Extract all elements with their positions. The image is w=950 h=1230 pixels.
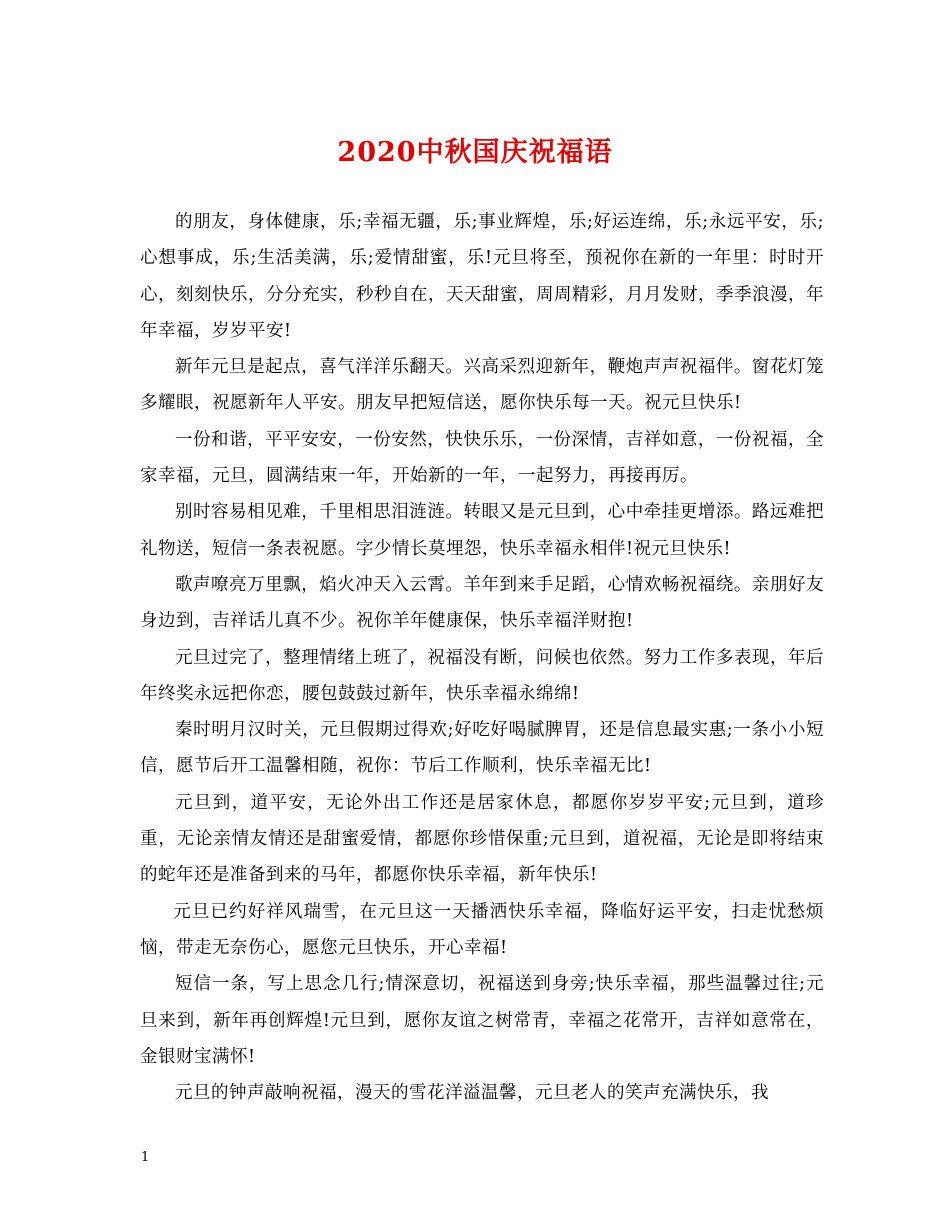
paragraph: 元旦过完了，整理情绪上班了，祝福没有断，问候也依然。努力工作多表现，年后年终奖永远把你恋，腰包鼓鼓过新年，快乐幸福永绵绵!	[140, 647, 824, 704]
page-number: 1	[141, 1150, 150, 1165]
paragraph: 元旦的钟声敲响祝福，漫天的雪花洋溢温馨，元旦老人的笑声充满快乐，我	[175, 1083, 769, 1104]
paragraph: 歌声嘹亮万里飘，焰火冲天入云霄。羊年到来手足蹈，心情欢畅祝福绕。亲朋好友身边到，吉祥话儿真不少。祝你羊年健康保，快乐幸福洋财抱!	[140, 574, 824, 632]
document-title: 2020中秋国庆祝福语	[337, 137, 613, 168]
paragraph: 新年元旦是起点，喜气洋洋乐翻天。兴高采烈迎新年，鞭炮声声祝福伴。窗花灯笼多耀眼，祝愿新年人平安。朋友早把短信送，愿你快乐每一天。祝元旦快乐!	[140, 357, 824, 414]
paragraph: 短信一条，写上思念几行;情深意切，祝福送到身旁;快乐幸福，那些温馨过往;元旦来到，新年再创辉煌!元旦到，愿你友谊之树常青，幸福之花常开，吉祥如意常在，金银财宝满怀!	[140, 974, 824, 1067]
paragraph: 别时容易相见难，千里相思泪涟涟。转眼又是元旦到，心中牵挂更增添。路远难把礼物送，短信一条表祝愿。字少情长莫埋怨，快乐幸福永相伴!祝元旦快乐!	[140, 502, 824, 559]
paragraph: 秦时明月汉时关，元旦假期过得欢;好吃好喝腻脾胃，还是信息最实惠;一条小小短信，愿节后开工温馨相随，祝你：节后工作顺利，快乐幸福无比!	[140, 720, 824, 777]
paragraph: 一份和谐，平平安安，一份安然，快快乐乐，一份深情，吉祥如意，一份祝福，全家幸福，元旦，圆满结束一年，开始新的一年，一起努力，再接再厉。	[140, 429, 824, 487]
document-body	[140, 204, 824, 1111]
paragraph: 元旦到，道平安，无论外出工作还是居家休息，都愿你岁岁平安;元旦到，道珍重，无论亲情友情还是甜蜜爱情，都愿你珍惜保重;元旦到，道祝福，无论是即将结束的蛇年还是准备到来的马年，都愿你快乐幸福，新年快乐!	[140, 792, 824, 886]
paragraph: 元旦已约好祥风瑞雪，在元旦这一天播洒快乐幸福，降临好运平安，扫走忧愁烦恼，带走无奈伤心，愿您元旦快乐，开心幸福!	[140, 901, 824, 958]
paragraph: 的朋友，身体健康，乐;幸福无疆，乐;事业辉煌，乐;好运连绵，乐;永远平安，乐;心想事成，乐;生活美满，乐;爱情甜蜜，乐!元旦将至，预祝你在新的一年里：时时开心，刻刻快乐，分分充实，秒秒自在，天天甜蜜，周周精彩，月月发财，季季浪漫，年年幸福，岁岁平安!	[140, 212, 824, 341]
